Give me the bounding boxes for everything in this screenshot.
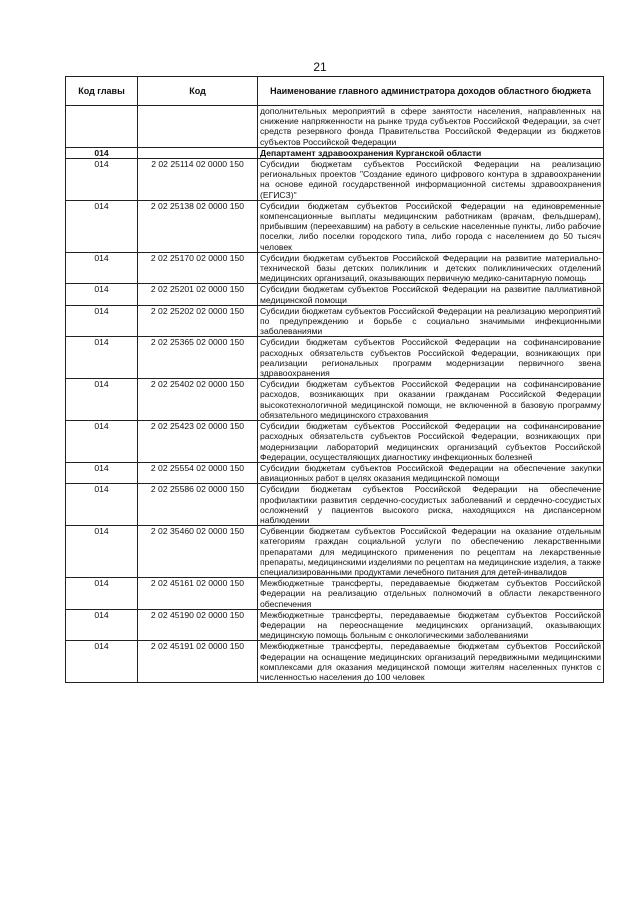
cell-chapter-code: 014 — [66, 379, 138, 421]
cell-code: 2 02 25201 02 0000 150 — [138, 284, 258, 305]
table-row — [66, 200, 604, 252]
cell-name: Субсидии бюджетам субъектов Российской Федерации на софинансирование расходов, возникающих при оказании гражданам Российской Федерации высокотехнологичной медицинской помощи, не включенной в базовую программу обязательного медицинского страхования — [258, 379, 604, 421]
cell-code — [138, 147, 258, 158]
cell-chapter-code: 014 — [66, 578, 138, 610]
cell-code: 2 02 45190 02 0000 150 — [138, 609, 258, 641]
cell-code — [138, 106, 258, 148]
cell-name: Субсидии бюджетам субъектов Российской Федерации на софинансирование расходных обязательств субъектов Российской Федерации, возникающих при модернизации лабораторий медицинских организаций субъектов Российской Федерации, осуществляющих диагностику инфекционных болезней — [258, 421, 604, 463]
header-chapter-code: Код главы — [66, 77, 138, 106]
cell-name: Департамент здравоохранения Курганской области — [258, 147, 604, 158]
cell-name: Субсидии бюджетам субъектов Российской Федерации на обеспечение профилактики развития сердечно-сосудистых заболеваний и сердечно-сосудистых осложнений у пациентов высокого риска, находящихся на диспансерном наблюдении — [258, 484, 604, 526]
table-row — [66, 526, 604, 578]
cell-code: 2 02 25114 02 0000 150 — [138, 159, 258, 201]
table-row — [66, 578, 604, 610]
cell-code: 2 02 25554 02 0000 150 — [138, 462, 258, 483]
table-row — [66, 284, 604, 305]
cell-chapter-code: 014 — [66, 609, 138, 641]
cell-name: Межбюджетные трансферты, передаваемые бюджетам субъектов Российской Федерации на переоснащение медицинских организаций, оказывающих медицинскую помощь больным с онкологическими заболеваниями — [258, 609, 604, 641]
table-row — [66, 379, 604, 421]
table-row — [66, 609, 604, 641]
cell-name: Субсидии бюджетам субъектов Российской Федерации на развитие паллиативной медицинской помощи — [258, 284, 604, 305]
cell-code: 2 02 25202 02 0000 150 — [138, 305, 258, 337]
cell-code: 2 02 25170 02 0000 150 — [138, 252, 258, 284]
cell-chapter-code: 014 — [66, 159, 138, 201]
cell-chapter-code: 014 — [66, 484, 138, 526]
cell-name: Субсидии бюджетам субъектов Российской Федерации на единовременные компенсационные выплаты медицинским работникам (врачам, фельдшерам), прибывшим (переехавшим) на работу в сельские населенные пункты, либо рабочие поселки, либо поселки городского типа, либо города с населением до 50 тысяч человек — [258, 200, 604, 252]
cell-chapter-code: 014 — [66, 147, 138, 158]
cell-chapter-code: 014 — [66, 421, 138, 463]
table-row — [66, 421, 604, 463]
revenue-administrators-table — [65, 76, 604, 683]
cell-chapter-code — [66, 106, 138, 148]
table-row — [66, 159, 604, 201]
cell-code: 2 02 35460 02 0000 150 — [138, 526, 258, 578]
table-row — [66, 252, 604, 284]
cell-code: 2 02 45161 02 0000 150 — [138, 578, 258, 610]
cell-chapter-code: 014 — [66, 641, 138, 683]
cell-chapter-code: 014 — [66, 305, 138, 337]
table-row — [66, 337, 604, 379]
cell-name: Субвенции бюджетам субъектов Российской Федерации на оказание отдельным категориям граждан социальной услуги по обеспечению лекарственными препаратами для медицинского применения по рецептам на лекарственные препараты, медицинскими изделиями по рецептам на медицинские изделия, а также специализированными продуктами лечебного питания для детей-инвалидов — [258, 526, 604, 578]
cell-name: Субсидии бюджетам субъектов Российской Федерации на обеспечение закупки авиационных работ в целях оказания медицинской помощи — [258, 462, 604, 483]
cell-code: 2 02 25365 02 0000 150 — [138, 337, 258, 379]
cell-name: Субсидии бюджетам субъектов Российской Федерации на реализацию мероприятий по предупреждению и борьбе с социально значимыми инфекционными заболеваниями — [258, 305, 604, 337]
cell-name: Субсидии бюджетам субъектов Российской Федерации на развитие материально-технической базы детских поликлиник и детских поликлинических отделений медицинских организаций, оказывающих первичную медико-санитарную помощь — [258, 252, 604, 284]
table-row — [66, 641, 604, 683]
table-row — [66, 305, 604, 337]
header-code: Код — [138, 77, 258, 106]
cell-code: 2 02 25138 02 0000 150 — [138, 200, 258, 252]
cell-chapter-code: 014 — [66, 526, 138, 578]
cell-name: Субсидии бюджетам субъектов Российской Федерации на реализацию региональных проектов "Создание единого цифрового контура в здравоохранении на основе единой государственной информационной системы здравоохранения (ЕГИСЗ)" — [258, 159, 604, 201]
cell-chapter-code: 014 — [66, 200, 138, 252]
cell-name: Межбюджетные трансферты, передаваемые бюджетам субъектов Российской Федерации на оснащение медицинских организаций передвижными медицинскими комплексами для оказания медицинской помощи жителям населенных пунктов с численностью населения до 100 человек — [258, 641, 604, 683]
cell-chapter-code: 014 — [66, 252, 138, 284]
table-row — [66, 484, 604, 526]
header-name: Наименование главного администратора доходов областного бюджета — [258, 77, 604, 106]
cell-name: Субсидии бюджетам субъектов Российской Федерации на софинансирование расходных обязательств субъектов Российской Федерации, возникающих при реализации региональных программ модернизации первичного звена здравоохранения — [258, 337, 604, 379]
cell-code: 2 02 25402 02 0000 150 — [138, 379, 258, 421]
cell-name: дополнительных мероприятий в сфере занятости населения, направленных на снижение напряженности на рынке труда субъектов Российской Федерации, за счет средств резервного фонда Правительства Российской Федерации из бюджетов субъектов Российской Федерации — [258, 106, 604, 148]
cell-code: 2 02 45191 02 0000 150 — [138, 641, 258, 683]
table-header-row — [66, 77, 604, 106]
cell-name: Межбюджетные трансферты, передаваемые бюджетам субъектов Российской Федерации на реализацию отдельных полномочий в области лекарственного обеспечения — [258, 578, 604, 610]
cell-code: 2 02 25586 02 0000 150 — [138, 484, 258, 526]
page-number: 21 — [313, 60, 327, 74]
cell-code: 2 02 25423 02 0000 150 — [138, 421, 258, 463]
table-row — [66, 462, 604, 483]
table-row — [66, 106, 604, 148]
cell-chapter-code: 014 — [66, 337, 138, 379]
cell-chapter-code: 014 — [66, 284, 138, 305]
table-row — [66, 147, 604, 158]
cell-chapter-code: 014 — [66, 462, 138, 483]
